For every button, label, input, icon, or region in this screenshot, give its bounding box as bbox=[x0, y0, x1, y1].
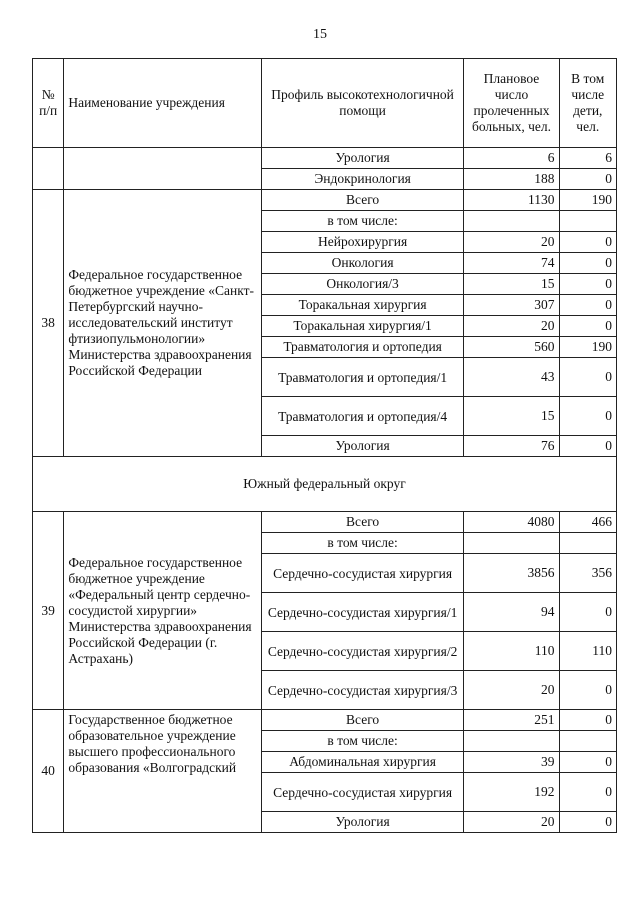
planned-cell bbox=[464, 533, 559, 554]
children-cell: 0 bbox=[559, 397, 617, 436]
children-cell: 190 bbox=[559, 190, 617, 211]
table-row bbox=[33, 190, 617, 211]
profile-cell: Сердечно-сосудистая хирургия bbox=[261, 554, 464, 593]
institution-name: Федеральное государственное бюджетное учреждение «Санкт-Петербургский научно-исследовательский институт фтизиопульмонологии» Министерства здравоохранения Российской Федерации bbox=[64, 190, 261, 457]
children-cell bbox=[559, 731, 617, 752]
planned-cell: 110 bbox=[464, 632, 559, 671]
table-row bbox=[33, 710, 617, 731]
profile-cell: в том числе: bbox=[261, 533, 464, 554]
profile-cell: в том числе: bbox=[261, 731, 464, 752]
children-cell: 0 bbox=[559, 671, 617, 710]
children-cell: 190 bbox=[559, 337, 617, 358]
children-cell: 356 bbox=[559, 554, 617, 593]
planned-cell: 15 bbox=[464, 397, 559, 436]
planned-cell: 4080 bbox=[464, 512, 559, 533]
profile-cell: Онкология/3 bbox=[261, 274, 464, 295]
header-children: В том числе дети, чел. bbox=[559, 59, 617, 148]
table-row bbox=[33, 512, 617, 533]
planned-cell: 560 bbox=[464, 337, 559, 358]
planned-cell bbox=[464, 731, 559, 752]
planned-cell: 6 bbox=[464, 148, 559, 169]
table-header-row bbox=[33, 59, 617, 148]
children-cell: 0 bbox=[559, 274, 617, 295]
children-cell bbox=[559, 533, 617, 554]
children-cell: 110 bbox=[559, 632, 617, 671]
planned-cell: 15 bbox=[464, 274, 559, 295]
children-cell: 0 bbox=[559, 812, 617, 833]
children-cell: 0 bbox=[559, 169, 617, 190]
header-num: № п/п bbox=[33, 59, 64, 148]
profile-cell: Травматология и ортопедия/1 bbox=[261, 358, 464, 397]
row-number: 38 bbox=[33, 190, 64, 457]
children-cell: 0 bbox=[559, 232, 617, 253]
region-title: Южный федеральный округ bbox=[33, 457, 617, 512]
profile-cell: Урология bbox=[261, 812, 464, 833]
planned-cell: 307 bbox=[464, 295, 559, 316]
profile-cell: Сердечно-сосудистая хирургия/2 bbox=[261, 632, 464, 671]
children-cell: 6 bbox=[559, 148, 617, 169]
profile-cell: Торакальная хирургия bbox=[261, 295, 464, 316]
profile-cell: Сердечно-сосудистая хирургия/3 bbox=[261, 671, 464, 710]
row-number: 40 bbox=[33, 710, 64, 833]
planned-cell: 94 bbox=[464, 593, 559, 632]
table-row bbox=[33, 148, 617, 169]
profile-cell: Торакальная хирургия/1 bbox=[261, 316, 464, 337]
header-name: Наименование учреждения bbox=[64, 59, 261, 148]
planned-cell: 43 bbox=[464, 358, 559, 397]
header-profile: Профиль высокотехнологичной помощи bbox=[261, 59, 464, 148]
profile-cell: Всего bbox=[261, 710, 464, 731]
profile-cell: Всего bbox=[261, 190, 464, 211]
profile-cell: в том числе: bbox=[261, 211, 464, 232]
profile-cell: Эндокринология bbox=[261, 169, 464, 190]
planned-cell: 1130 bbox=[464, 190, 559, 211]
planned-cell: 20 bbox=[464, 812, 559, 833]
planned-cell: 20 bbox=[464, 232, 559, 253]
institution-name: Государственное бюджетное образовательное учреждение высшего профессионального образования «Волгоградский bbox=[64, 710, 261, 833]
page-number: 15 bbox=[313, 27, 327, 42]
children-cell: 0 bbox=[559, 752, 617, 773]
profile-cell: Урология bbox=[261, 148, 464, 169]
row-number: 39 bbox=[33, 512, 64, 710]
children-cell: 0 bbox=[559, 253, 617, 274]
children-cell bbox=[559, 211, 617, 232]
children-cell: 0 bbox=[559, 710, 617, 731]
children-cell: 0 bbox=[559, 316, 617, 337]
region-row bbox=[33, 457, 617, 512]
planned-cell: 20 bbox=[464, 671, 559, 710]
name-cell bbox=[64, 148, 261, 190]
header-planned: Плановое число пролеченных больных, чел. bbox=[464, 59, 559, 148]
institutions-table bbox=[32, 58, 617, 833]
profile-cell: Сердечно-сосудистая хирургия/1 bbox=[261, 593, 464, 632]
children-cell: 0 bbox=[559, 436, 617, 457]
planned-cell: 74 bbox=[464, 253, 559, 274]
profile-cell: Сердечно-сосудистая хирургия bbox=[261, 773, 464, 812]
planned-cell: 188 bbox=[464, 169, 559, 190]
planned-cell: 251 bbox=[464, 710, 559, 731]
profile-cell: Травматология и ортопедия/4 bbox=[261, 397, 464, 436]
planned-cell bbox=[464, 211, 559, 232]
planned-cell: 76 bbox=[464, 436, 559, 457]
profile-cell: Травматология и ортопедия bbox=[261, 337, 464, 358]
planned-cell: 192 bbox=[464, 773, 559, 812]
profile-cell: Урология bbox=[261, 436, 464, 457]
planned-cell: 20 bbox=[464, 316, 559, 337]
profile-cell: Нейрохирургия bbox=[261, 232, 464, 253]
profile-cell: Всего bbox=[261, 512, 464, 533]
children-cell: 0 bbox=[559, 593, 617, 632]
profile-cell: Онкология bbox=[261, 253, 464, 274]
children-cell: 466 bbox=[559, 512, 617, 533]
children-cell: 0 bbox=[559, 358, 617, 397]
children-cell: 0 bbox=[559, 295, 617, 316]
profile-cell: Абдоминальная хирургия bbox=[261, 752, 464, 773]
children-cell: 0 bbox=[559, 773, 617, 812]
planned-cell: 39 bbox=[464, 752, 559, 773]
num-cell bbox=[33, 148, 64, 190]
institution-name: Федеральное государственное бюджетное учреждение «Федеральный центр сердечно-сосудистой хирургии» Министерства здравоохранения Российской Федерации (г. Астрахань) bbox=[64, 512, 261, 710]
planned-cell: 3856 bbox=[464, 554, 559, 593]
